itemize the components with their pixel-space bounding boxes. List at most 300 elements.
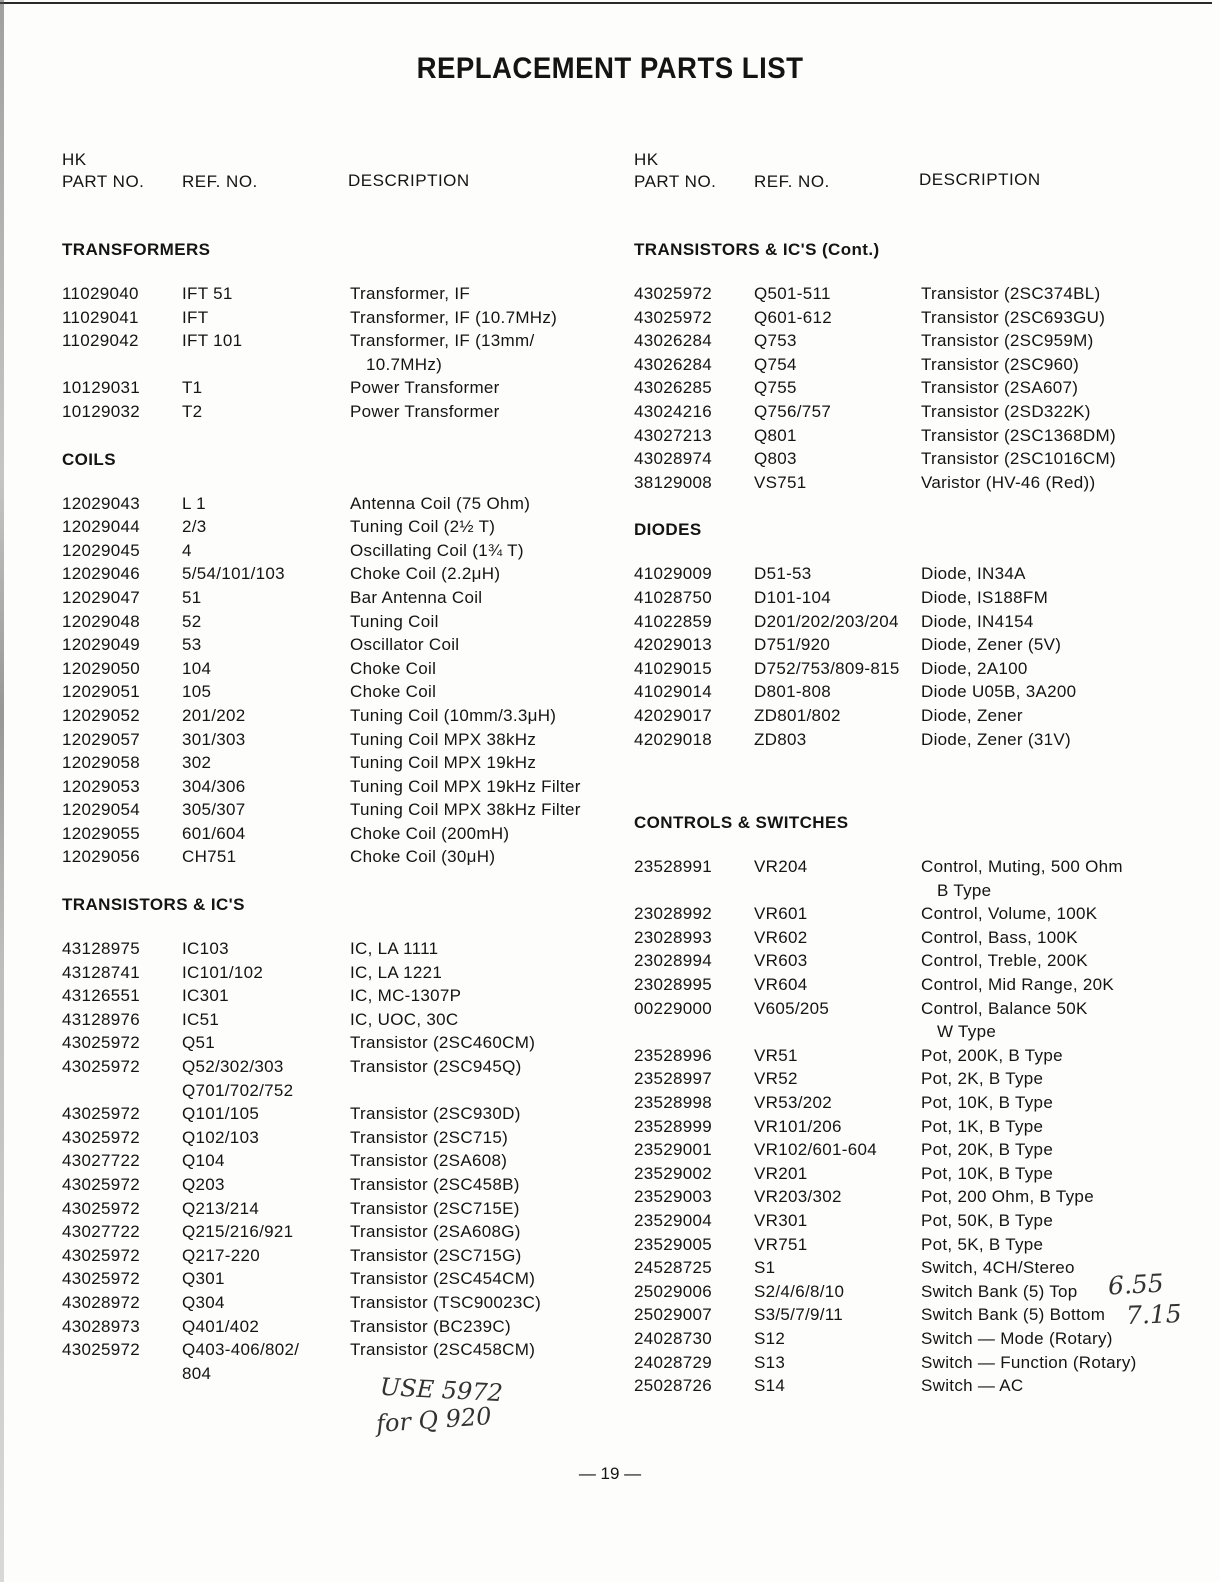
table-row	[634, 426, 1194, 450]
section-title: CONTROLS & SWITCHES	[634, 813, 849, 833]
part-number: 43025972	[62, 1033, 141, 1053]
description: Diode, Zener	[921, 705, 1023, 725]
description: Transistor (2SC715)	[350, 1127, 509, 1147]
table-row	[634, 355, 1194, 379]
ref-number: Q102/103	[182, 1127, 260, 1147]
table-row	[634, 1329, 1194, 1353]
part-number: 43026284	[634, 331, 713, 351]
part-number: 11029040	[62, 284, 139, 303]
description: Diode, 2A100	[921, 658, 1028, 678]
table-row	[634, 473, 1194, 497]
description: Transformer, IF (13mm/	[350, 331, 535, 351]
table-row	[62, 494, 622, 518]
part-number: 43026284	[634, 354, 713, 374]
table-row	[634, 857, 1194, 881]
description: Control, Bass, 100K	[921, 927, 1078, 947]
table-row	[62, 682, 622, 706]
right-header	[634, 150, 1194, 200]
table-row	[62, 1317, 622, 1341]
right-column	[634, 150, 1194, 1400]
description: Transistor (2SC715E)	[350, 1198, 520, 1218]
ref-number: IC103	[182, 939, 229, 959]
description: Switch — Function (Rotary)	[921, 1352, 1137, 1372]
part-number: 43126551	[62, 986, 141, 1006]
table-row	[634, 682, 1194, 706]
ref-number: Q803	[754, 449, 797, 469]
part-number: 43025972	[62, 1269, 141, 1289]
part-number: 43025972	[62, 1127, 141, 1147]
description: Switch, 4CH/Stereo	[921, 1258, 1075, 1278]
ref-number: IC51	[182, 1009, 220, 1029]
part-number: 41029015	[634, 658, 713, 678]
part-number: 23528999	[634, 1116, 713, 1136]
description: Pot, 10K, B Type	[921, 1163, 1054, 1183]
description: Transistor (2SA608)	[350, 1151, 508, 1171]
header-ref-no: REF. NO.	[182, 172, 258, 191]
description: IC, LA 1221	[350, 962, 443, 982]
part-number: 12029057	[62, 729, 141, 749]
description: Diode, IN34A	[921, 564, 1026, 584]
ref-number: Q104	[182, 1151, 225, 1171]
part-number: 43128976	[62, 1009, 141, 1029]
ref-number: Q753	[754, 331, 797, 351]
left-parts-list	[62, 240, 622, 1387]
table-row-continuation	[634, 1022, 1194, 1046]
description: Switch Bank (5) Top	[921, 1281, 1078, 1301]
ref-number: S1	[754, 1258, 776, 1278]
description: Diode, Zener (5V)	[921, 635, 1062, 655]
part-number: 12029043	[62, 493, 141, 513]
table-row	[62, 730, 622, 754]
description: Switch — Mode (Rotary)	[921, 1328, 1113, 1348]
ref-number: Q501-511	[754, 284, 831, 303]
part-number: 38129008	[634, 472, 713, 492]
table-row	[62, 1081, 622, 1105]
table-row	[634, 1235, 1194, 1259]
part-number: 43028973	[62, 1316, 141, 1336]
description: Power Transformer	[350, 378, 500, 398]
description: Control, Muting, 500 Ohm	[921, 857, 1123, 877]
ref-number: VR301	[754, 1211, 808, 1230]
description-continued: 10.7MHz)	[366, 354, 443, 374]
table-row	[62, 308, 622, 332]
table-row	[634, 1093, 1194, 1117]
description: Control, Balance 50K	[921, 998, 1088, 1018]
table-row	[634, 1376, 1194, 1400]
ref-number: D752/753/809-815	[754, 658, 900, 678]
header-description: DESCRIPTION	[919, 170, 1041, 189]
description: Oscillator Coil	[350, 635, 460, 655]
left-column	[62, 150, 622, 1387]
ref-number: 52	[182, 611, 202, 631]
description: Tuning Coil (2½ T)	[350, 517, 496, 537]
description: Diode, Zener (31V)	[921, 729, 1071, 749]
table-row	[634, 904, 1194, 928]
part-number: 43025972	[62, 1175, 141, 1194]
description: Pot, 1K, B Type	[921, 1116, 1044, 1136]
ref-number: VR52	[754, 1069, 798, 1089]
table-row	[634, 1046, 1194, 1070]
description: IC, UOC, 30C	[350, 1009, 459, 1029]
description: Pot, 200 Ohm, B Type	[921, 1187, 1094, 1207]
table-row	[634, 1117, 1194, 1141]
ref-number: Q213/214	[182, 1198, 260, 1218]
section-title: DIODES	[634, 520, 702, 540]
description: Control, Treble, 200K	[921, 951, 1088, 971]
part-number: 41029014	[634, 682, 713, 702]
ref-number: 304/306	[182, 776, 246, 796]
part-number: 12029047	[62, 587, 141, 607]
description: Oscillating Coil (1¾ T)	[350, 540, 524, 560]
table-row	[62, 284, 622, 308]
description: Transistor (2SC458B)	[350, 1175, 520, 1194]
description: Transistor (2SC374BL)	[921, 284, 1101, 303]
description: Antenna Coil (75 Ohm)	[350, 493, 531, 513]
table-row	[62, 402, 622, 426]
ref-number: 2/3	[182, 517, 207, 537]
right-parts-list	[634, 240, 1194, 1400]
part-number: 11029041	[62, 307, 139, 327]
header-part-no: PART NO.	[62, 172, 145, 191]
table-row	[634, 331, 1194, 355]
ref-number: VR751	[754, 1234, 808, 1254]
description: Transistor (2SC693GU)	[921, 307, 1106, 327]
description: Tuning Coil MPX 19kHz Filter	[350, 776, 581, 796]
description: Transformer, IF	[350, 284, 471, 303]
part-number: 12029048	[62, 611, 141, 631]
ref-number: 201/202	[182, 705, 246, 725]
ref-number: VR603	[754, 951, 808, 971]
handwritten-note-for: for Q 920	[375, 1402, 493, 1438]
header-hk: HK	[634, 150, 659, 169]
ref-number: ZD803	[754, 729, 807, 749]
part-number: 42029017	[634, 705, 713, 725]
ref-number: VR203/302	[754, 1187, 842, 1207]
table-row	[634, 1140, 1194, 1164]
ref-number: Q754	[754, 354, 797, 374]
table-row	[634, 564, 1194, 588]
top-border-line	[0, 2, 1212, 4]
part-number: 43027722	[62, 1222, 141, 1242]
handwritten-note-use: USE 5972	[379, 1372, 504, 1408]
ref-number: IFT 101	[182, 331, 243, 351]
handwritten-price-top: 6.55	[1107, 1268, 1165, 1301]
header-ref-no: REF. NO.	[754, 172, 830, 191]
table-row	[634, 378, 1194, 402]
ref-number: Q801	[754, 425, 797, 445]
description: Transistor (2SA608G)	[350, 1222, 521, 1242]
table-row	[634, 1353, 1194, 1377]
description: Transformer, IF (10.7MHz)	[350, 307, 558, 327]
part-number: 41029009	[634, 564, 713, 584]
table-row	[634, 1069, 1194, 1093]
part-number: 12029058	[62, 753, 141, 773]
description: Diode, IS188FM	[921, 587, 1049, 607]
description: Tuning Coil MPX 19kHz	[350, 753, 537, 773]
table-row-continuation	[634, 881, 1194, 905]
part-number: 23529003	[634, 1187, 713, 1207]
table-row-continuation	[62, 355, 622, 379]
description: Tuning Coil MPX 38kHz Filter	[350, 800, 581, 820]
part-number: 41028750	[634, 587, 713, 607]
part-number: 10129031	[62, 378, 141, 398]
ref-number: IC101/102	[182, 962, 264, 982]
table-row	[62, 847, 622, 871]
table-row	[62, 1128, 622, 1152]
handwritten-price-bottom: 7.15	[1125, 1299, 1183, 1330]
part-number: 43025972	[634, 284, 713, 303]
ref-number: D101-104	[754, 587, 832, 607]
part-number: 12029053	[62, 776, 141, 796]
part-number: 12029054	[62, 800, 141, 820]
description: Power Transformer	[350, 401, 500, 421]
table-row	[634, 284, 1194, 308]
table-row	[634, 1164, 1194, 1188]
part-number: 43028972	[62, 1292, 141, 1312]
description: Bar Antenna Coil	[350, 587, 483, 607]
table-row	[62, 1269, 622, 1293]
ref-number: T1	[182, 378, 203, 398]
table-row	[634, 659, 1194, 683]
table-row	[62, 1246, 622, 1270]
table-row	[62, 659, 622, 683]
part-number: 00229000	[634, 998, 713, 1018]
ref-number: T2	[182, 401, 203, 421]
table-row	[634, 951, 1194, 975]
table-row	[62, 1151, 622, 1175]
ref-number: S12	[754, 1328, 786, 1348]
ref-number: 302	[182, 753, 212, 773]
part-number: 12029044	[62, 517, 141, 537]
table-row	[62, 1104, 622, 1128]
ref-number: Q304	[182, 1292, 225, 1312]
ref-number: VR101/206	[754, 1116, 842, 1136]
table-row	[62, 800, 622, 824]
page-number: — 19 —	[578, 1464, 642, 1483]
table-row	[634, 612, 1194, 636]
ref-number: Q51	[182, 1033, 216, 1053]
header-hk: HK	[62, 150, 87, 169]
part-number: 43025972	[62, 1245, 141, 1265]
ref-number: S14	[754, 1376, 786, 1396]
ref-number: D51-53	[754, 564, 812, 584]
ref-number: VR102/601-604	[754, 1140, 877, 1160]
part-number: 12029055	[62, 823, 141, 843]
part-number: 24528725	[634, 1258, 713, 1278]
description: Tuning Coil	[350, 611, 439, 631]
ref-number: S2/4/6/8/10	[754, 1281, 845, 1301]
ref-number: Q215/216/921	[182, 1222, 294, 1242]
description: Diode, IN4154	[921, 611, 1034, 631]
part-number: 23028995	[634, 975, 713, 995]
table-row	[62, 1199, 622, 1223]
table-row	[62, 517, 622, 541]
description: Choke Coil (2.2μH)	[350, 564, 501, 584]
part-number: 12029045	[62, 540, 141, 560]
part-number: 43128741	[62, 962, 141, 982]
part-number: 23528998	[634, 1093, 713, 1113]
table-row	[62, 963, 622, 987]
ref-number: 53	[182, 635, 202, 655]
part-number: 25029006	[634, 1281, 713, 1301]
table-row	[634, 928, 1194, 952]
ref-number: D801-808	[754, 682, 832, 702]
description: Transistor (2SA607)	[921, 378, 1079, 398]
description: Transistor (2SC960)	[921, 354, 1080, 374]
left-header	[62, 150, 622, 200]
description: Pot, 20K, B Type	[921, 1140, 1054, 1160]
ref-number: VS751	[754, 472, 807, 492]
ref-number: D751/920	[754, 635, 831, 655]
ref-number: VR601	[754, 904, 808, 924]
part-number: 23528996	[634, 1045, 713, 1065]
description: Transistor (2SC454CM)	[350, 1269, 536, 1289]
part-number: 42029018	[634, 729, 713, 749]
table-row	[634, 975, 1194, 999]
description: Pot, 2K, B Type	[921, 1069, 1044, 1089]
ref-number: VR51	[754, 1045, 798, 1065]
part-number: 12029049	[62, 635, 141, 655]
description: Choke Coil (30μH)	[350, 847, 496, 867]
description: Pot, 50K, B Type	[921, 1211, 1054, 1230]
part-number: 43025972	[62, 1340, 141, 1360]
header-description: DESCRIPTION	[348, 171, 470, 190]
ref-number: Q756/757	[754, 401, 832, 421]
description: Diode U05B, 3A200	[921, 682, 1077, 702]
ref-number: Q217-220	[182, 1245, 261, 1265]
table-row	[634, 308, 1194, 332]
ref-number: Q301	[182, 1269, 225, 1289]
ref-number: 601/604	[182, 823, 246, 843]
part-number: 23528991	[634, 857, 713, 877]
description: Control, Mid Range, 20K	[921, 975, 1115, 995]
table-row	[62, 541, 622, 565]
ref-number: 4	[182, 540, 192, 560]
table-row	[634, 1211, 1194, 1235]
description: Transistor (2SC959M)	[921, 331, 1094, 351]
ref-number: 5/54/101/103	[182, 564, 285, 584]
table-row	[62, 986, 622, 1010]
ref-number: Q601-612	[754, 307, 833, 327]
part-number: 23529002	[634, 1163, 713, 1183]
table-row	[62, 588, 622, 612]
section-title: TRANSISTORS & IC'S (Cont.)	[634, 240, 880, 259]
scan-edge	[0, 0, 4, 1582]
table-row	[62, 1175, 622, 1199]
description: Switch Bank (5) Bottom	[921, 1305, 1106, 1325]
ref-number: 105	[182, 682, 212, 702]
description: Transistor (2SC715G)	[350, 1245, 522, 1265]
description: Transistor (2SC1368DM)	[921, 425, 1116, 445]
description-continued: W Type	[937, 1022, 997, 1042]
table-row	[634, 706, 1194, 730]
part-number: 12029052	[62, 705, 141, 725]
table-row	[62, 1293, 622, 1317]
description: Choke Coil	[350, 658, 437, 678]
description: IC, LA 1111	[350, 939, 439, 959]
ref-number: CH751	[182, 847, 237, 867]
part-number: 12029051	[62, 682, 141, 702]
description: Transistor (2SC458CM)	[350, 1340, 536, 1360]
description-continued: B Type	[937, 880, 992, 900]
part-number: 23028994	[634, 951, 713, 971]
part-number: 42029013	[634, 635, 713, 655]
ref-number: D201/202/203/204	[754, 611, 899, 631]
part-number: 11029042	[62, 331, 139, 351]
description: Transistor (TSC90023C)	[350, 1292, 542, 1312]
part-number: 43025972	[62, 1104, 141, 1124]
table-row	[62, 753, 622, 777]
part-number: 24028729	[634, 1352, 713, 1372]
table-row	[62, 939, 622, 963]
description: Transistor (2SD322K)	[921, 401, 1091, 421]
ref-number: L 1	[182, 493, 206, 513]
table-row	[62, 331, 622, 355]
header-part-no: PART NO.	[634, 172, 717, 191]
ref-number: IFT	[182, 307, 209, 327]
description: Control, Volume, 100K	[921, 904, 1098, 924]
table-row	[62, 1057, 622, 1081]
section-title: COILS	[62, 449, 116, 469]
table-row	[62, 777, 622, 801]
table-row	[634, 588, 1194, 612]
part-number: 41022859	[634, 611, 713, 631]
table-row	[62, 564, 622, 588]
ref-number: S3/5/7/9/11	[754, 1305, 843, 1325]
description: Pot, 10K, B Type	[921, 1093, 1054, 1113]
part-number: 43025972	[634, 307, 713, 327]
ref-number: 301/303	[182, 729, 246, 749]
part-number: 23028992	[634, 904, 713, 924]
table-row	[62, 612, 622, 636]
table-row	[634, 449, 1194, 473]
description: Transistor (2SC460CM)	[350, 1033, 536, 1053]
table-row	[634, 402, 1194, 426]
description: Transistor (BC239C)	[350, 1316, 511, 1336]
table-row	[634, 999, 1194, 1023]
part-number: 12029046	[62, 564, 141, 584]
description: Pot, 5K, B Type	[921, 1234, 1044, 1254]
section-title: TRANSFORMERS	[62, 240, 211, 259]
description: Choke Coil	[350, 682, 437, 702]
table-row	[62, 824, 622, 848]
part-number: 12029050	[62, 658, 141, 678]
table-row	[62, 1222, 622, 1246]
table-row	[62, 1340, 622, 1364]
description: Tuning Coil MPX 38kHz	[350, 729, 537, 749]
description: Switch — AC	[921, 1376, 1024, 1396]
ref-number: Q701/702/752	[182, 1080, 294, 1100]
ref-number: V605/205	[754, 998, 830, 1018]
ref-number: S13	[754, 1352, 786, 1372]
ref-number: VR602	[754, 927, 808, 947]
part-number: 23529005	[634, 1234, 713, 1254]
description: Varistor (HV-46 (Red))	[921, 472, 1096, 492]
table-row	[634, 730, 1194, 754]
part-number: 43026285	[634, 378, 713, 398]
table-row	[62, 1033, 622, 1057]
description: IC, MC-1307P	[350, 986, 462, 1006]
ref-number: IFT 51	[182, 284, 233, 303]
section-title: TRANSISTORS & IC'S	[62, 895, 245, 915]
part-number: 24028730	[634, 1328, 713, 1348]
table-row	[62, 1010, 622, 1034]
ref-number: Q403-406/802/	[182, 1340, 300, 1360]
part-number: 43025972	[62, 1198, 141, 1218]
part-number: 43027213	[634, 425, 713, 445]
ref-number: ZD801/802	[754, 705, 841, 725]
table-row	[634, 1305, 1194, 1329]
